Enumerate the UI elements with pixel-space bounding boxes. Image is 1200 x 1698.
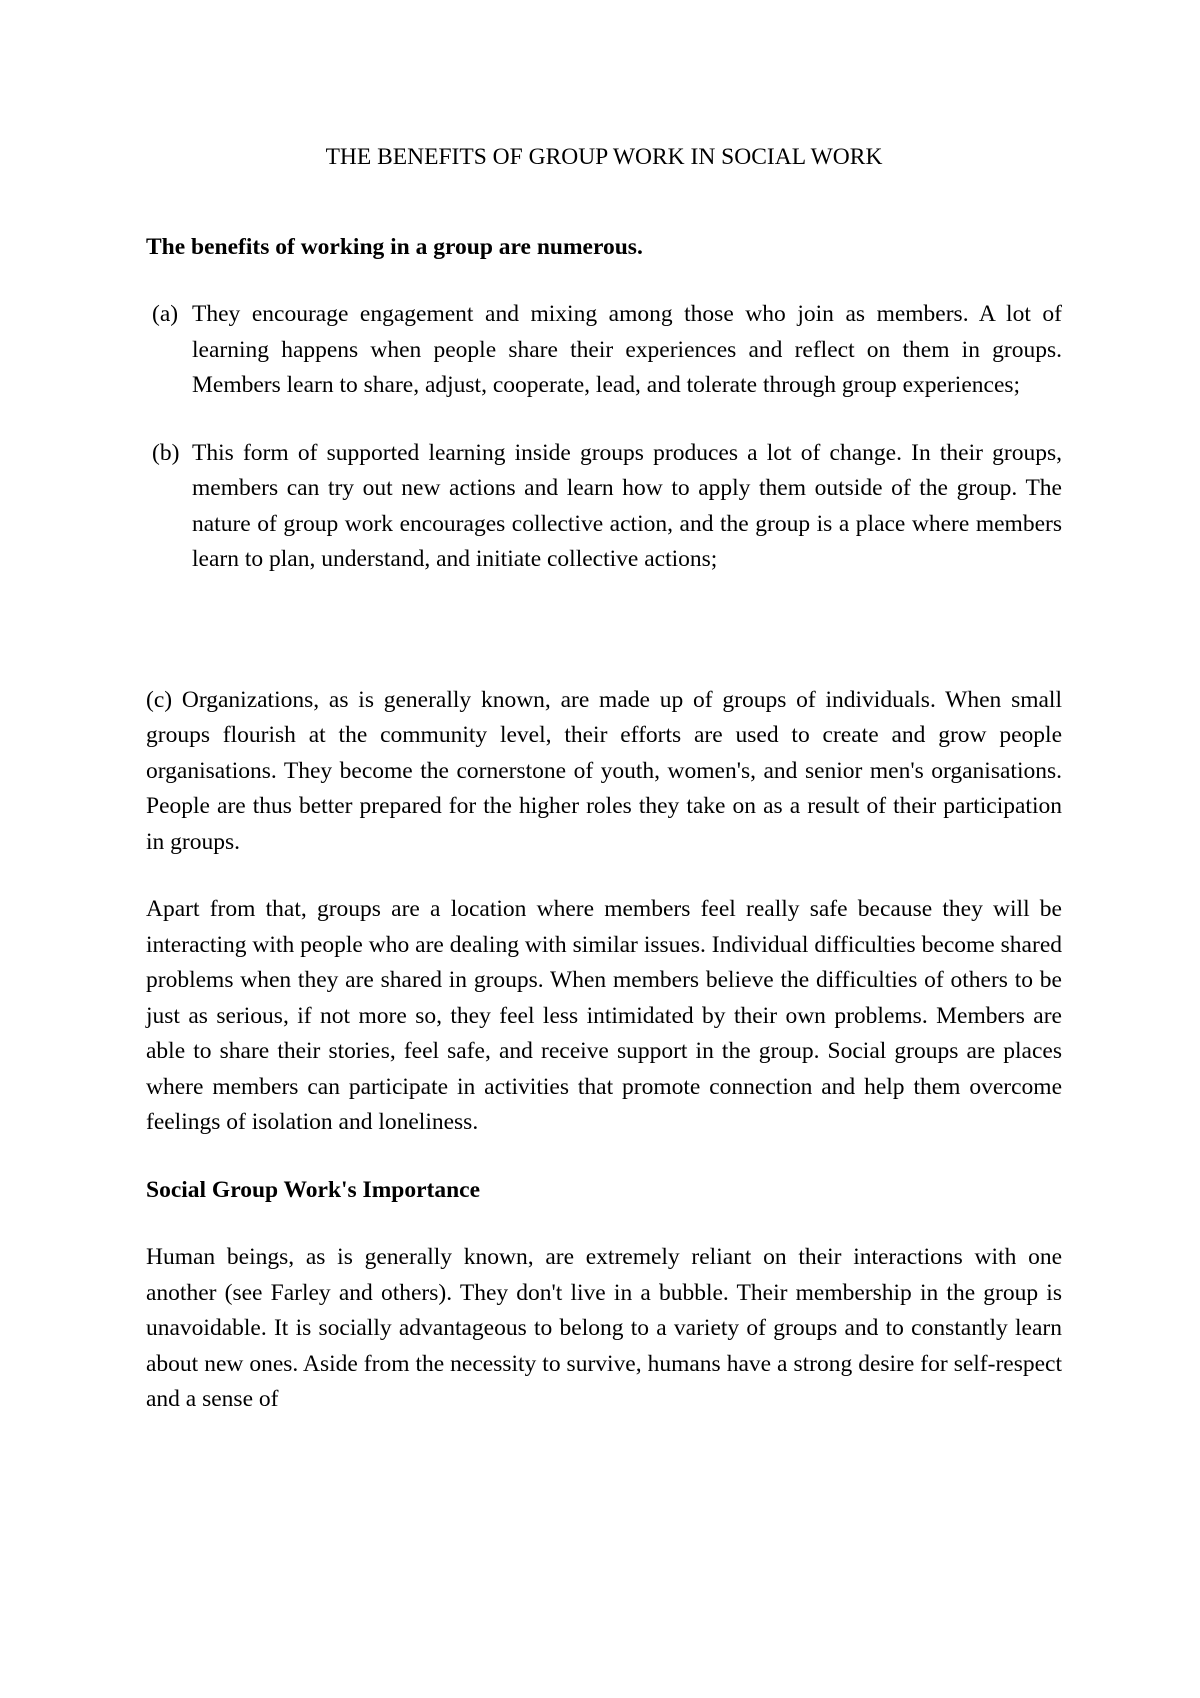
list-marker-a: (a)	[152, 301, 179, 327]
list-marker-b: (b)	[152, 439, 180, 466]
document-title: THE BENEFITS OF GROUP WORK IN SOCIAL WORK	[325, 144, 883, 170]
list-text-a: They encourage engagement and mixing among those who join as members. A lot of learning happens when people share their experiences and reflect on them in groups. Members learn to share, adjust, cooperate, lead, and tolerate through group experiences;	[192, 301, 1062, 398]
section-heading-importance: Social Group Work's Importance	[146, 1176, 481, 1203]
intro-heading: The benefits of working in a group are numerous.	[146, 233, 643, 260]
paragraph-human-beings: Human beings, as is generally known, are extremely reliant on their interactions with one another (see Farley and others). They don't live in a bubble. Their membership in the group is unavoidable. It is socially advantageous to belong to a variety of groups and to constantly learn about new ones. Aside from the necessity to survive, humans have a strong desire for self-respect and a sense of	[146, 1244, 1062, 1412]
document-body	[146, 140, 1062, 1418]
paragraph-safety: Apart from that, groups are a location where members feel really safe because they will be interacting with people who are dealing with similar issues. Individual difficulties become shared problems when they are shared in groups. When members believe the difficulties of others to be just as serious, if not more so, they feel less intimidated by their own problems. Members are able to share their stories, feel safe, and receive support in the group. Social groups are places where members can participate in activities that promote connection and help them overcome feelings of isolation and loneliness.	[146, 896, 1062, 1135]
list-text-b: This form of supported learning inside groups produces a lot of change. In their groups, members can try out new actions and learn how to apply them outside of the group. The nature of group work encourages collective action, and the group is a place where members learn to plan, understand, and initiate collective actions;	[192, 439, 1062, 572]
list-item-a	[146, 297, 1062, 404]
list-item-b	[146, 436, 1062, 578]
paragraph-item-c: (c) Organizations, as is generally known, are made up of groups of individuals. When small groups flourish at the community level, their efforts are used to create and grow people organisations. They become the cornerstone of youth, women's, and senior men's organisations. People are thus better prepared for the higher roles they take on as a result of their participation in groups.	[146, 686, 1062, 855]
